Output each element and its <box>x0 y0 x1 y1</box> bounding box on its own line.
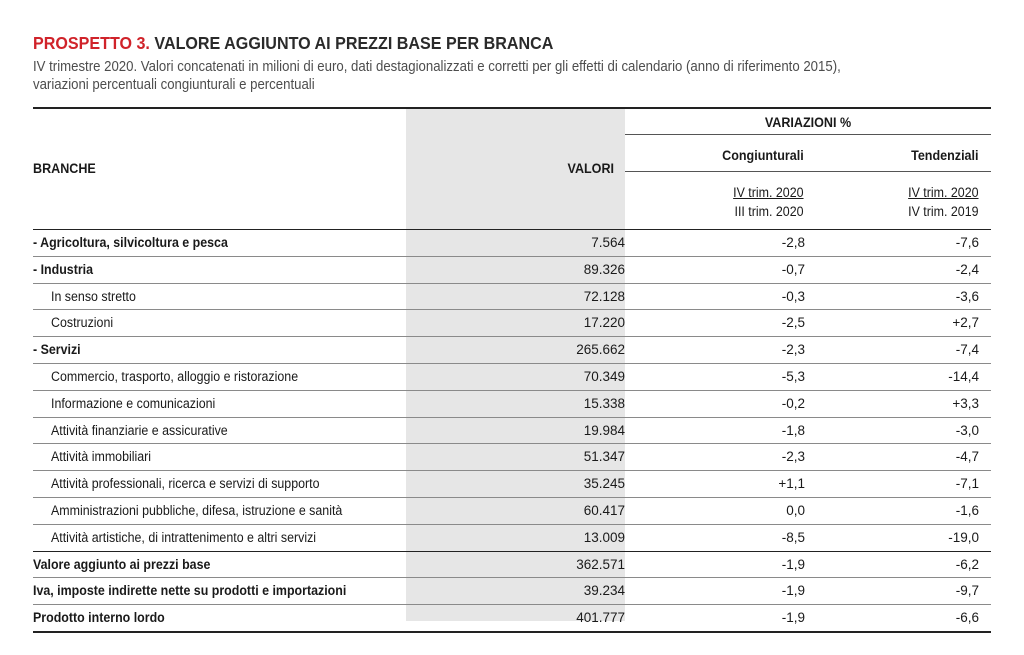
row-valori: 7.564 <box>591 235 625 250</box>
row-label: Costruzioni <box>51 315 114 331</box>
row-congiunturali: -5,3 <box>781 368 805 384</box>
subtitle-line-1: IV trimestre 2020. Valori concatenati in milioni di euro, dati destagionalizzati e corretti per gli effetti di calendario (anno di riferimento 2015), <box>33 59 841 75</box>
row-congiunturali: -0,2 <box>781 395 805 411</box>
table-top-rule <box>33 107 991 109</box>
row-congiunturali: -1,8 <box>781 422 805 438</box>
row-tendenziali: -9,7 <box>955 583 979 599</box>
row-tendenziali: -3,0 <box>955 422 979 438</box>
row-label: - Industria <box>33 261 94 277</box>
table-row <box>33 525 991 552</box>
table-row <box>33 364 991 391</box>
row-tendenziali: -6,6 <box>955 610 979 626</box>
tendenziali-period-current: IV trim. 2020 <box>908 185 979 200</box>
row-label: Attività immobiliari <box>51 449 152 465</box>
table-row <box>33 578 991 605</box>
row-label: Attività artistiche, di intrattenimento e altri servizi <box>51 529 317 545</box>
row-label: Amministrazioni pubbliche, difesa, istruzione e sanità <box>51 502 343 518</box>
table-body <box>33 230 991 633</box>
row-valori: 401.777 <box>576 610 625 626</box>
congiunturali-period-previous: III trim. 2020 <box>734 204 804 219</box>
table-row <box>33 391 991 418</box>
row-tendenziali: -4,7 <box>955 449 979 465</box>
row-valori: 17.220 <box>583 315 625 331</box>
row-valori: 72.128 <box>583 288 625 304</box>
row-valori: 51.347 <box>583 449 625 465</box>
row-congiunturali: -8,5 <box>781 529 805 545</box>
branche-header: BRANCHE <box>33 161 96 176</box>
row-congiunturali: -0,7 <box>781 261 805 277</box>
row-valori: 39.234 <box>583 583 625 599</box>
row-valori: 15.338 <box>583 395 625 411</box>
table-row <box>33 230 991 257</box>
table-row <box>33 552 991 579</box>
row-valori: 13.009 <box>583 529 625 545</box>
valori-header: VALORI <box>567 161 614 176</box>
row-tendenziali: -7,1 <box>955 476 979 492</box>
row-congiunturali: -1,9 <box>781 556 805 572</box>
title-text: VALORE AGGIUNTO AI PREZZI BASE PER BRANCA <box>154 33 554 53</box>
row-congiunturali: -2,3 <box>781 449 805 465</box>
table-row <box>33 605 991 633</box>
row-label: Valore aggiunto ai prezzi base <box>33 556 211 572</box>
subheader-underline <box>625 171 991 172</box>
title-prefix: PROSPETTO 3. <box>33 33 150 53</box>
row-congiunturali: -2,3 <box>781 342 805 358</box>
row-label: Attività professionali, ricerca e servizi di supporto <box>51 476 320 492</box>
row-label: Prodotto interno lordo <box>33 610 165 626</box>
row-congiunturali: -1,9 <box>781 583 805 599</box>
row-tendenziali: -19,0 <box>948 529 979 545</box>
row-congiunturali: -1,9 <box>781 610 805 626</box>
table-subtitle <box>33 58 841 94</box>
row-tendenziali: -6,2 <box>955 556 979 572</box>
row-label: In senso stretto <box>51 288 136 304</box>
table-row <box>33 337 991 364</box>
subtitle-line-2: variazioni percentuali congiunturali e percentuali <box>33 77 315 93</box>
row-label: Commercio, trasporto, alloggio e ristorazione <box>51 368 299 384</box>
congiunturali-period <box>734 183 804 221</box>
variazioni-underline <box>625 134 991 135</box>
row-congiunturali: -2,8 <box>781 235 805 250</box>
row-tendenziali: -1,6 <box>955 502 979 518</box>
variazioni-header: VARIAZIONI % <box>764 115 852 130</box>
row-tendenziali: +3,3 <box>952 395 979 411</box>
row-label: Iva, imposte indirette nette su prodotti e importazioni <box>33 583 347 599</box>
tendenziali-period-previous: IV trim. 2019 <box>908 204 979 219</box>
row-tendenziali: -7,4 <box>955 342 979 358</box>
row-congiunturali: 0,0 <box>786 502 805 518</box>
tendenziali-header: Tendenziali <box>911 148 979 163</box>
row-label: - Agricoltura, silvicoltura e pesca <box>33 235 228 250</box>
row-label: - Servizi <box>33 342 81 358</box>
row-valori: 19.984 <box>583 422 625 438</box>
table-row <box>33 284 991 311</box>
row-congiunturali: -2,5 <box>781 315 805 331</box>
row-tendenziali: -7,6 <box>955 235 979 250</box>
row-congiunturali: +1,1 <box>778 476 805 492</box>
congiunturali-header: Congiunturali <box>722 148 804 163</box>
row-valori: 362.571 <box>576 556 625 572</box>
table-row <box>33 444 991 471</box>
row-valori: 35.245 <box>583 476 625 492</box>
row-label: Attività finanziarie e assicurative <box>51 422 228 438</box>
table-row <box>33 257 991 284</box>
tendenziali-period <box>909 183 979 221</box>
row-tendenziali: -2,4 <box>955 261 979 277</box>
row-congiunturali: -0,3 <box>781 288 805 304</box>
row-tendenziali: +2,7 <box>952 315 979 331</box>
table-row <box>33 498 991 525</box>
row-tendenziali: -14,4 <box>948 368 979 384</box>
row-valori: 70.349 <box>583 368 625 384</box>
row-valori: 60.417 <box>583 502 625 518</box>
table-row <box>33 471 991 498</box>
row-valori: 265.662 <box>576 342 625 358</box>
congiunturali-period-current: IV trim. 2020 <box>733 185 804 200</box>
row-tendenziali: -3,6 <box>955 288 979 304</box>
table-row <box>33 418 991 445</box>
row-valori: 89.326 <box>583 261 625 277</box>
row-label: Informazione e comunicazioni <box>51 395 216 411</box>
table-title <box>33 33 553 54</box>
table-row <box>33 310 991 337</box>
